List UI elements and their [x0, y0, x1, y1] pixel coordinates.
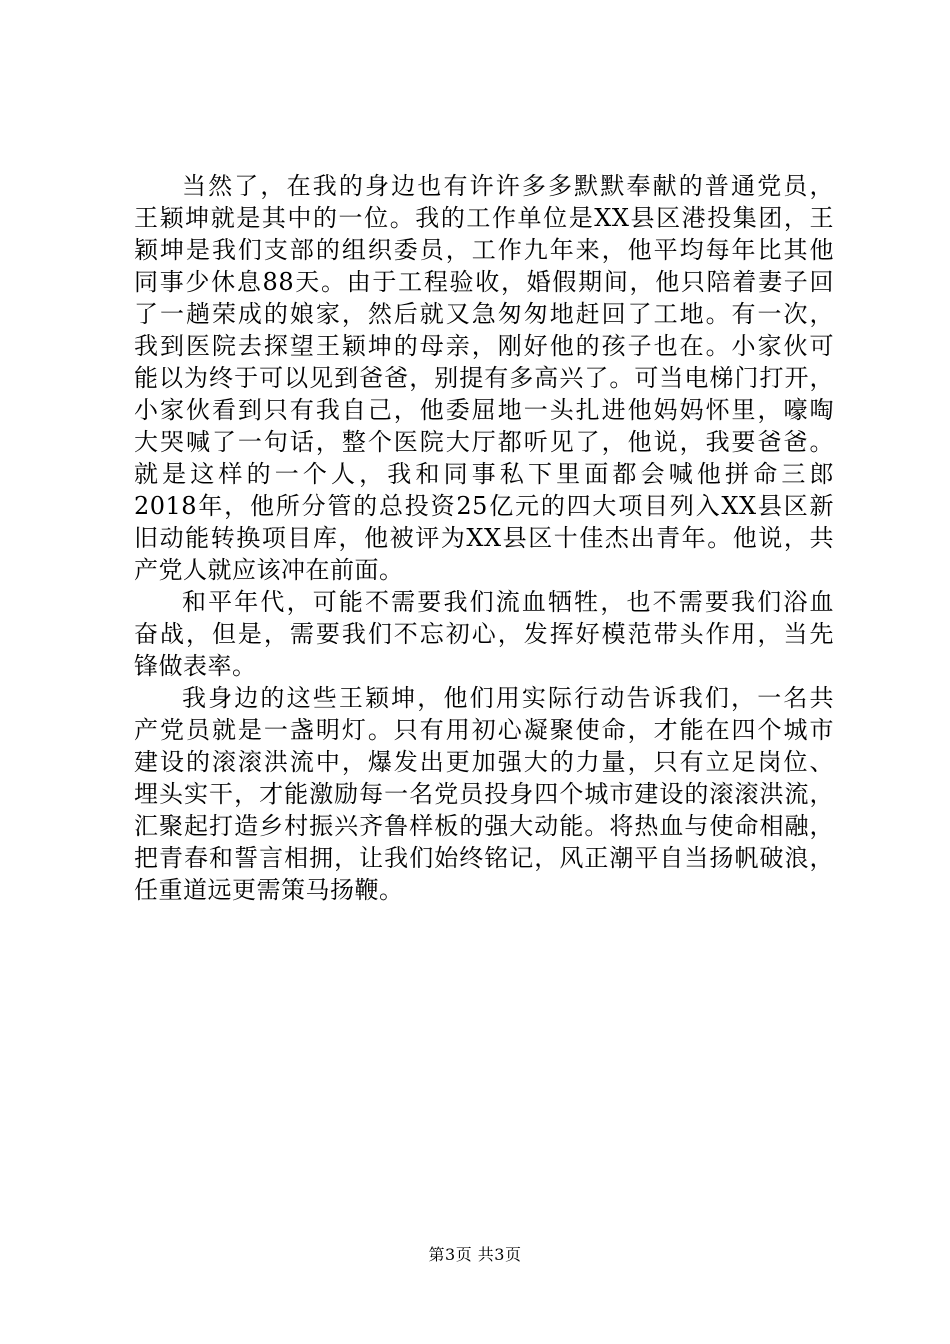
text-line: 建设的滚滚洪流中，爆发出更加强大的力量，只有立足岗位、: [134, 748, 834, 776]
text-line: 能以为终于可以见到爸爸，别提有多高兴了。可当电梯门打开，: [134, 364, 834, 392]
text-line: 就是这样的一个人，我和同事私下里面都会喊他拼命三郎: [134, 460, 834, 488]
text-line: 了一趟荣成的娘家，然后就又急匆匆地赶回了工地。有一次，: [134, 300, 834, 328]
text-line: 同事少休息88天。由于工程验收，婚假期间，他只陪着妻子回: [134, 268, 834, 296]
text-line: 埋头实干，才能激励每一名党员投身四个城市建设的滚滚洪流，: [134, 780, 834, 808]
body-text: [134, 170, 834, 906]
text-line: 锋做表率。: [134, 652, 257, 680]
text-line: 把青春和誓言相拥，让我们始终铭记，风正潮平自当扬帆破浪，: [134, 844, 834, 872]
text-line: 2018年，他所分管的总投资25亿元的四大项目列入XX县区新: [134, 492, 834, 520]
text-line: 小家伙看到只有我自己，他委屈地一头扎进他妈妈怀里，嚎啕: [134, 396, 834, 424]
text-line: 大哭喊了一句话，整个医院大厅都听见了，他说，我要爸爸。: [134, 428, 834, 456]
text-line: 奋战，但是，需要我们不忘初心，发挥好模范带头作用，当先: [134, 620, 834, 648]
text-line: 旧动能转换项目库，他被评为XX县区十佳杰出青年。他说，共: [134, 524, 834, 552]
text-line: 我身边的这些王颖坤，他们用实际行动告诉我们，一名共: [182, 684, 834, 712]
text-line: 我到医院去探望王颖坤的母亲，刚好他的孩子也在。小家伙可: [134, 332, 834, 360]
text-line: 任重道远更需策马扬鞭。: [134, 876, 404, 904]
text-line: 产党人就应该冲在前面。: [134, 556, 404, 584]
text-line: 王颖坤就是其中的一位。我的工作单位是XX县区港投集团，王: [134, 204, 834, 232]
text-line: 汇聚起打造乡村振兴齐鲁样板的强大动能。将热血与使命相融，: [134, 812, 834, 840]
text-line: 颖坤是我们支部的组织委员，工作九年来，他平均每年比其他: [134, 236, 834, 264]
text-line: 当然了，在我的身边也有许许多多默默奉献的普通党员，: [182, 172, 834, 200]
text-line: 产党员就是一盏明灯。只有用初心凝聚使命，才能在四个城市: [134, 716, 834, 744]
page-footer: 第3页 共3页: [428, 1245, 522, 1264]
text-line: 和平年代，可能不需要我们流血牺牲，也不需要我们浴血: [182, 588, 834, 616]
